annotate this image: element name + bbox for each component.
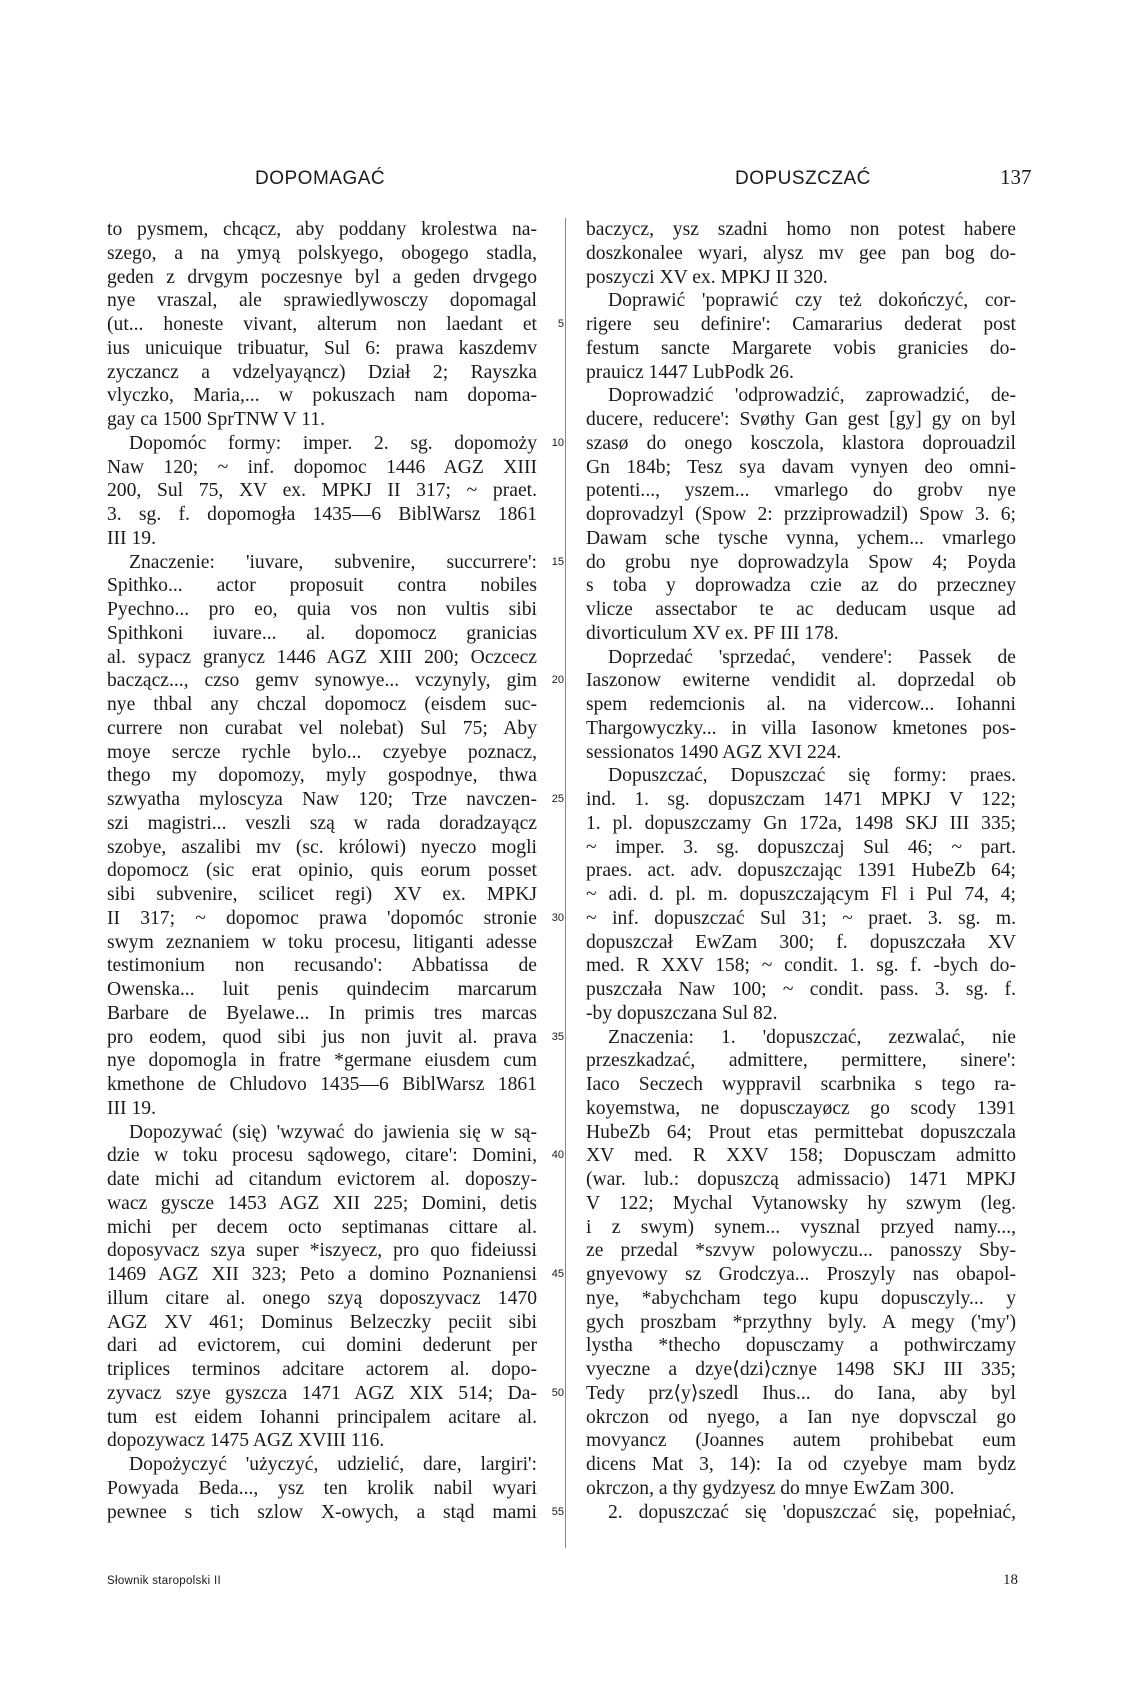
text-line: illum citare al. onego szyą doposzyvacz 1470 [107,1287,537,1309]
line-number: 40 [551,1149,564,1162]
text-line: Dopozywać (się) 'wzywać do jawienia się w są- [129,1121,537,1143]
text-line: rigere seu definire': Camararius dederat post [586,314,1016,335]
text-line: wacz gyscze 1453 AGZ XII 225; Domini, detis [107,1192,537,1214]
text-line: dzie w toku procesu sądowego, citare': Domini, [107,1145,537,1167]
text-line: ducere, reducere': Svøthy Gan gest [gy] gy on byl [586,409,1016,430]
text-line: Znaczenie: 'iuvare, subvenire, succurrere': [129,551,537,573]
text-line: 3. sg. f. dopomogła 1435—6 BiblWarsz 1861 [107,504,537,525]
text-line: Znaczenia: 1. 'dopuszczać, zezwalać, nie [608,1026,1016,1048]
text-line: doszkonalee wyari, alysz mv gee pan bog do- [586,242,1016,264]
text-line: doposyvacz szya super *iszyecz, pro quo fideiussi [107,1240,537,1262]
running-head-right: DOPUSZCZAĆ [735,168,871,189]
text-line: baczycz, ysz szadni homo non potest habere [586,219,1016,240]
text-line: doprovadzyl (Spow 2: przziprowadzil) Spow 3. 6; [586,504,1016,525]
text-line: pro eodem, quod sibi jus non juvit al. prava [107,1026,537,1048]
text-line: nye vraszal, ale sprawiedlywosczy dopomagal [107,290,537,312]
text-line: sessionatos 1490 AGZ XVI 224. [586,741,842,763]
line-number: 45 [551,1268,564,1280]
text-line: Spithkoni iuvare... al. dopomocz granicias [107,622,537,644]
text-line: s toba y doprowadza czie az do przeczney [586,575,1016,597]
running-head-left: DOPOMAGAĆ [255,168,386,189]
text-line: Barbare de Byelawe... In primis tres marcas [107,1002,537,1024]
right-column [586,218,1016,1524]
text-line: szasø do onego kosczola, klastora doprouadzil [586,432,1016,454]
text-line: Doprzedać 'sprzedać, vendere': Passek de [608,646,1016,668]
text-line: III 19. [107,1097,156,1119]
text-line: triplices terminos adcitare actorem al. dopo- [107,1359,537,1380]
text-line: prauicz 1447 LubPodk 26. [586,361,794,383]
text-line: michi per decem octo septimanas cittare al. [107,1216,537,1238]
text-line: -by dopuszczana Sul 82. [586,1002,778,1024]
text-line: Doprowadzić 'odprowadzić, zaprowadzić, de- [608,385,1016,407]
text-line: Spithko... actor proposuit contra nobiles [107,575,537,597]
text-line: (war. lub.: dopuszczą admissacio) 1471 MPKJ [586,1169,1016,1190]
text-line: Naw 120; ~ inf. dopomoc 1446 AGZ XIII [107,456,537,478]
text-line: Thargowyczky... in villa Iasonow kmetones pos- [586,717,1016,739]
line-number: 30 [551,911,564,924]
text-line: vlyczko, Maria,... w pokuszach nam dopoma- [107,385,537,407]
text-line: nye thbal any chczal dopomocz (eisdem suc- [107,694,537,715]
text-line: currere non curabat vel nolebat) Sul 75; Aby [107,717,537,739]
text-line: to pysmem, chcącz, aby poddany krolestwa na- [107,219,537,240]
text-line: i z swym) synem... vysznal przyed namy..., [586,1216,1016,1238]
text-line: gych proszbam *przythny byly. A megy ('my') [586,1311,1016,1333]
text-line: Dopożyczyć 'użyczyć, udzielić, dare, largiri': [129,1454,537,1475]
line-number: 15 [551,555,564,568]
line-number: 10 [551,436,564,449]
text-line: 200, Sul 75, XV ex. MPKJ II 317; ~ praet. [107,480,537,502]
text-line: Owenska... luit penis quindecim marcarum [107,979,537,1000]
text-line: zyvacz szye gyszcza 1471 AGZ XIX 514; Da- [107,1382,537,1404]
text-line: potenti..., yszem... vmarlego do grobv nye [586,480,1016,502]
text-line: divorticulum XV ex. PF III 178. [586,622,839,644]
text-line: szwyatha myloscyza Naw 120; Trze navczen- [107,789,537,810]
text-line: AGZ XV 461; Dominus Belzeczky peciit sibi [107,1311,537,1333]
line-number: 5 [557,318,564,330]
text-line: thego my dopomozy, myly gospodnye, thwa [107,765,537,787]
text-line: (ut... honeste vivant, alterum non laedant et [107,314,537,335]
page-number: 137 [1000,165,1032,189]
text-line: Pyechno... pro eo, quia vos non vultis sibi [107,599,537,620]
text-line: Dawam sche tysche vynna, ychem... vmarlego [586,527,1016,549]
text-line: Tedy prz⟨y⟩szedl Ihus... do Iana, aby byl [586,1382,1016,1404]
text-line: ius unicuique tribuatur, Sul 6: prawa kaszdemv [107,337,537,359]
text-line: ~ adi. d. pl. m. dopuszczającym Fl i Pul 74, 4; [586,884,1016,905]
text-line: dicens Mat 3, 14): Ia od czyebye mam bydz [586,1454,1016,1475]
text-line: Dopuszczać, Dopuszczać się formy: praes. [608,765,1016,787]
text-line: II 317; ~ dopomoc prawa 'dopomóc stronie [107,907,537,929]
text-line: dari ad evictorem, cui domini dederunt per [107,1335,537,1357]
text-line: movyancz (Joannes autem prohibebat eum [586,1430,1016,1452]
text-line: szobye, aszalibi mv (sc. królowi) nyeczo mogli [107,836,537,858]
text-line: Powyada Beda..., ysz ten krolik nabil wyari [107,1477,537,1499]
text-line: przeszkadzać, admittere, permittere, sinere': [586,1050,1016,1072]
text-line: XV med. R XXV 158; Dopusczam admitto [586,1145,1016,1167]
text-line: dopozywacz 1475 AGZ XVIII 116. [107,1430,385,1452]
text-line: poszyczi XV ex. MPKJ II 320. [586,266,828,288]
footer-title: Słownik staropolski II [107,1575,221,1587]
text-line: ind. 1. sg. dopuszczam 1471 MPKJ V 122; [586,789,1016,810]
column-rule [565,218,566,1548]
text-line: 1. pl. dopuszczamy Gn 172a, 1498 SKJ III 335; [586,812,1016,834]
line-number: 50 [551,1386,564,1399]
text-line: spem redemcionis al. na vidercow... Iohanni [586,694,1016,715]
text-line: nye, *abychcham tego kupu dopusczyly... y [586,1287,1016,1309]
line-number: 20 [551,674,564,687]
text-line: kmethone de Chludovo 1435—6 BiblWarsz 1861 [107,1074,537,1095]
text-line: 1469 AGZ XII 323; Peto a domino Poznaniensi [107,1264,537,1285]
text-line: 2. dopuszczać się 'dopuszczać się, popełniać, [608,1501,1016,1523]
text-line: HubeZb 64; Prout etas permittebat dopuszczala [586,1121,1016,1143]
text-line: geden z drvgym poczesnye byl a geden drvgego [107,266,537,288]
text-line: sibi subvenire, scilicet regi) XV ex. MPKJ [107,884,537,905]
text-line: puszczała Naw 100; ~ condit. pass. 3. sg. f. [586,979,1016,1000]
text-line: moye sercze rychle bylo... czyebye poznacz, [107,741,537,763]
text-line: dopuszczał EwZam 300; f. dopuszczała XV [586,931,1016,953]
text-line: do grobu nye doprowadzyla Spow 4; Poyda [586,551,1016,573]
text-line: ~ imper. 3. sg. dopuszczaj Sul 46; ~ part. [586,836,1016,858]
text-line: okrczon od nyego, a Ian nye dopvsczal go [586,1406,1016,1428]
text-line: baczącz..., czso gemv synowye... vczynyly, gim [107,670,537,692]
text-line: okrczon, a thy gydzyesz do mnye EwZam 300. [586,1477,955,1499]
text-line: med. R XXV 158; ~ condit. 1. sg. f. -bych do- [586,955,1016,977]
text-line: date michi ad citandum evictorem al. doposzy- [107,1169,537,1190]
text-line: swym zeznaniem w toku procesu, litiganti adesse [107,931,537,953]
text-line: szego, a na ymyą polskyego, obogego stadla, [107,242,537,264]
text-line: gay ca 1500 SprTNW V 11. [107,409,326,430]
text-line: Gn 184b; Tesz sya davam vynyen deo omni- [586,456,1016,478]
text-line: pewnee s tich szlow X-owych, a stąd mami [107,1501,537,1523]
text-line: Doprawić 'poprawić czy też dokończyć, cor- [608,290,1016,312]
line-number: 35 [551,1030,564,1043]
text-line: Dopomóc formy: imper. 2. sg. dopomoży [129,432,537,454]
line-number: 25 [551,793,564,805]
text-line: gnyevowy sz Grodczya... Proszyly nas obapol- [586,1264,1016,1285]
text-line: vyeczne a dzye⟨dzi⟩cznye 1498 SKJ III 335; [586,1359,1016,1380]
text-line: praes. act. adv. dopuszczając 1391 HubeZb 64; [586,860,1016,882]
text-line: Iaco Seczech wyppravil scarbnika s tego ra- [586,1074,1016,1095]
text-line: koyemstwa, ne dopusczayøcz go scody 1391 [586,1097,1016,1119]
text-line: al. sypacz granycz 1446 AGZ XIII 200; Oczcecz [107,646,537,668]
left-column [107,218,537,1524]
text-line: festum sancte Margarete vobis granicies do- [586,337,1016,359]
text-line: Iaszonow ewiterne vendidit al. doprzedal ob [586,670,1016,692]
text-line: testimonium non recusando': Abbatissa de [107,955,537,977]
text-line: nye dopomogla in fratre *germane eiusdem cum [107,1050,537,1072]
text-line: vlicze assectabor te ac deducam usque ad [586,599,1016,620]
text-line: ze przedal *szvyw polowyczu... panosszy Sby- [586,1240,1016,1262]
text-line: szi magistri... veszli szą w rada doradzayącz [107,812,537,834]
text-line: V 122; Mychal Vytanowsky hy szwym (leg. [586,1192,1016,1214]
text-line: zyczancz a vdzelyayąncz) Dział 2; Rayszka [107,361,537,383]
text-line: tum est eidem Iohanni principalem acitare al. [107,1406,537,1428]
text-line: III 19. [107,527,156,549]
text-line: dopomocz (sic erat opinio, quis eorum posset [107,860,537,882]
line-number: 55 [551,1505,564,1518]
footer-signature: 18 [1003,1572,1018,1588]
text-line: lystha *thecho dopusczamy a pothwirczamy [586,1335,1016,1357]
text-line: ~ inf. dopuszczać Sul 31; ~ praet. 3. sg. m. [586,907,1016,929]
